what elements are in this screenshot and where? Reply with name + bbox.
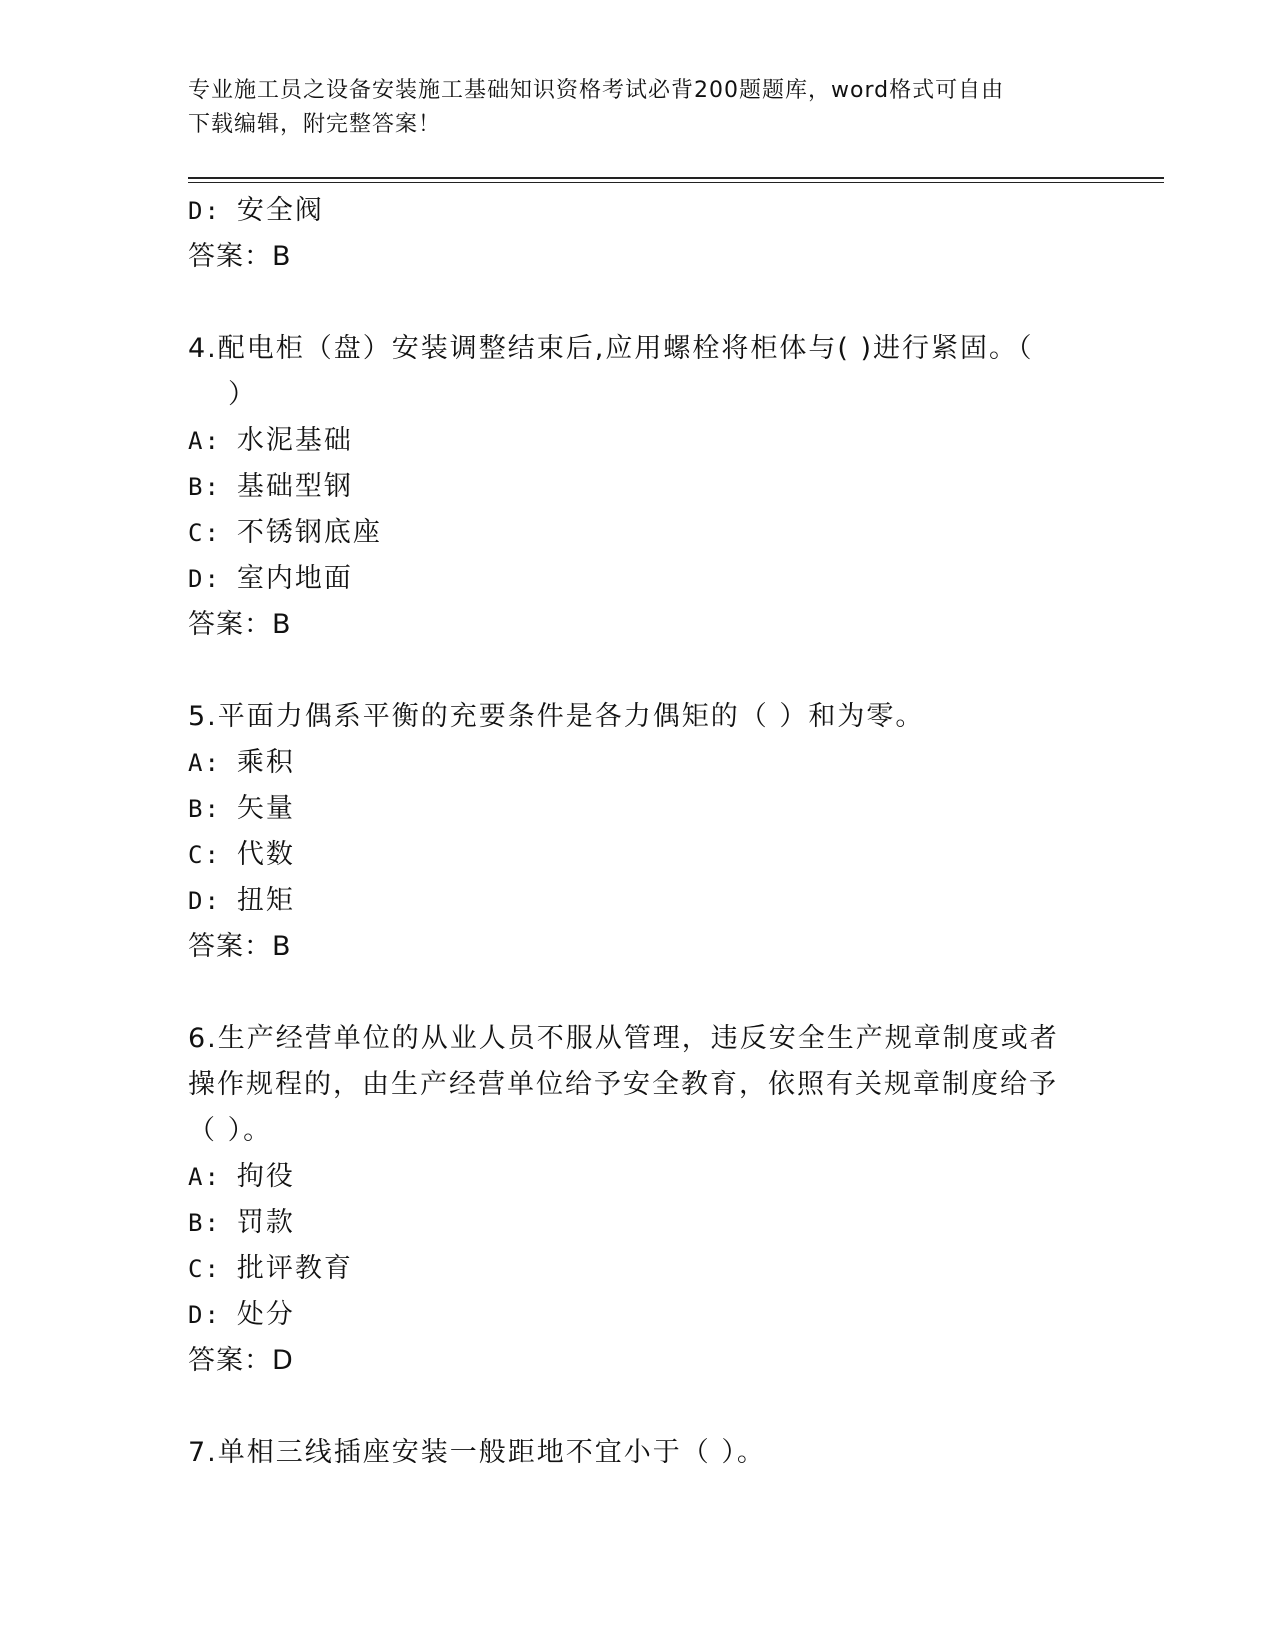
question-7 (188, 1430, 1068, 1476)
option-letter: A: (188, 749, 221, 777)
option-d (188, 878, 1068, 924)
option-c (188, 510, 1068, 556)
question-6 (188, 1016, 1068, 1384)
answer-line: 答案：B (188, 931, 292, 962)
option-letter: A: (188, 1163, 221, 1191)
option-d (188, 556, 1068, 602)
answer-line: 答案：B (188, 241, 292, 272)
option-letter: D: (188, 197, 221, 225)
document-header (188, 74, 1088, 142)
option-letter: C: (188, 841, 221, 869)
option-letter: D: (188, 1301, 221, 1329)
option-a (188, 740, 1068, 786)
option-text: 安全阀 (236, 195, 324, 226)
question-stem-line-1: 6.生产经营单位的从业人员不服从管理，违反安全生产规章制度或者 (188, 1023, 1059, 1054)
option-text: 矢量 (236, 793, 295, 824)
answer-line: 答案：D (188, 1345, 294, 1376)
option-letter: D: (188, 565, 221, 593)
option-text: 不锈钢底座 (236, 517, 382, 548)
option-letter: C: (188, 519, 221, 547)
spacer (188, 970, 1068, 1016)
option-text: 室内地面 (236, 563, 353, 594)
question-5 (188, 694, 1068, 970)
spacer (188, 1384, 1068, 1430)
option-letter: A: (188, 427, 221, 455)
option-a (188, 1154, 1068, 1200)
question-stem-line-1: 5.平面力偶系平衡的充要条件是各力偶矩的（ ）和为零。 (188, 701, 925, 732)
question-stem-line-2: ） (228, 379, 257, 410)
option-text: 扭矩 (236, 885, 295, 916)
question-stem-line-2: 操作规程的，由生产经营单位给予安全教育，依照有关规章制度给予 (188, 1069, 1058, 1100)
option-b (188, 1200, 1068, 1246)
answer-line: 答案：B (188, 609, 292, 640)
option-a (188, 418, 1068, 464)
option-letter: B: (188, 473, 221, 501)
option-letter: C: (188, 1255, 221, 1283)
spacer (188, 280, 1068, 326)
option-text: 基础型钢 (236, 471, 353, 502)
spacer (188, 648, 1068, 694)
option-d (188, 188, 1068, 234)
option-text: 处分 (236, 1299, 295, 1330)
option-text: 代数 (236, 839, 295, 870)
question-stem-line-1: 4.配电柜（盘）安装调整结束后,应用螺栓将柜体与( )进行紧固。（ (188, 333, 1034, 364)
header-divider-thick (188, 177, 1164, 179)
option-text: 水泥基础 (236, 425, 353, 456)
question-stem-line-1: 7.单相三线插座安装一般距地不宜小于（ ）。 (188, 1437, 766, 1468)
option-text: 乘积 (236, 747, 295, 778)
option-b (188, 464, 1068, 510)
option-letter: B: (188, 795, 221, 823)
option-text: 罚款 (236, 1207, 295, 1238)
option-c (188, 1246, 1068, 1292)
option-d (188, 1292, 1068, 1338)
header-title-line-1: 专业施工员之设备安装施工基础知识资格考试必背200题题库，word格式可自由 (188, 78, 1005, 103)
question-4 (188, 326, 1068, 648)
option-c (188, 832, 1068, 878)
question-3 (188, 188, 1068, 280)
header-title-line-2: 下载编辑，附完整答案！ (188, 112, 442, 137)
option-text: 拘役 (236, 1161, 295, 1192)
option-b (188, 786, 1068, 832)
option-letter: D: (188, 887, 221, 915)
question-list (188, 188, 1068, 1476)
option-text: 批评教育 (236, 1253, 353, 1284)
question-stem-line-3: （ ）。 (188, 1115, 273, 1146)
header-divider-thin (188, 182, 1164, 183)
option-letter: B: (188, 1209, 221, 1237)
